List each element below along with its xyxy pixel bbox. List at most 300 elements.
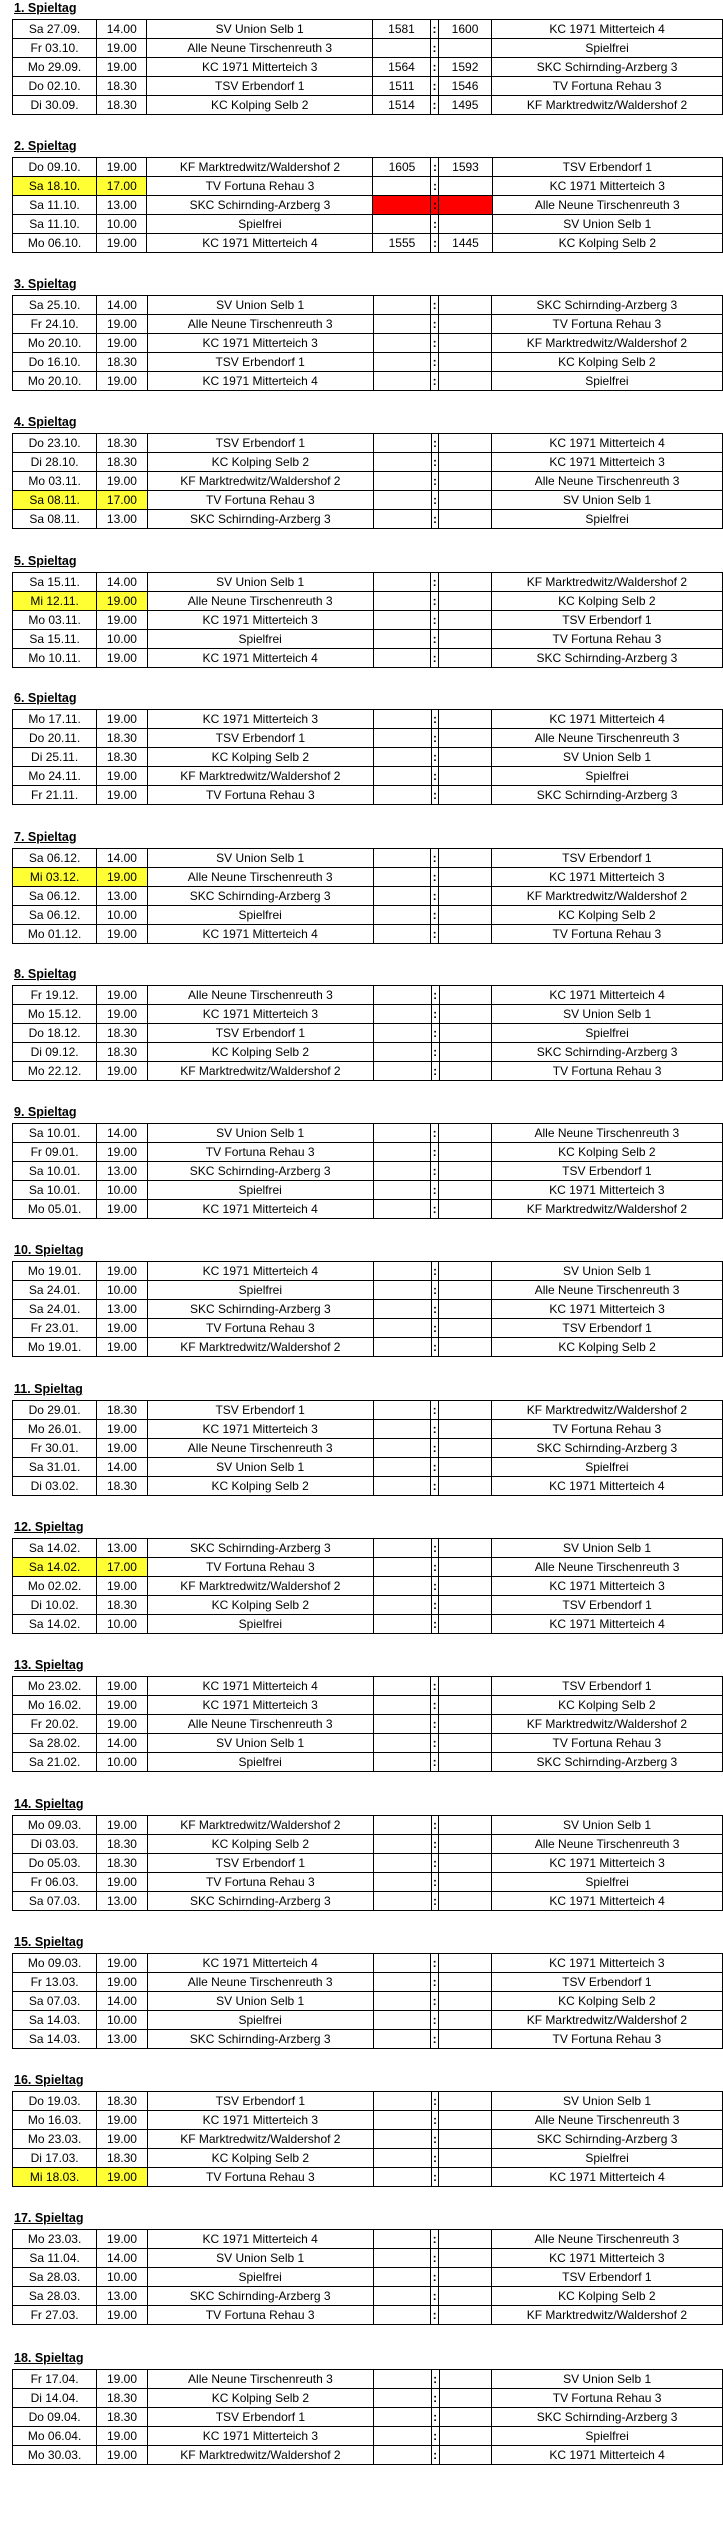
home-team: KC Kolping Selb 2 [147,1835,373,1854]
match-time: 18.30 [97,77,147,96]
match-time: 19.00 [97,1677,147,1696]
score-separator: : [431,1062,439,1081]
home-team: TSV Erbendorf 1 [147,434,373,453]
table-row [13,234,723,253]
home-pins [374,748,432,767]
table-row [13,491,723,510]
home-team: SV Union Selb 1 [147,1734,373,1753]
away-pins [439,2011,492,2030]
table-row [13,1401,723,1420]
match-date: Sa 10.01. [13,1162,97,1181]
home-pins [374,2427,432,2446]
away-pins [439,1024,492,1043]
away-pins [439,2168,492,2187]
round-title: 8. Spieltag [14,967,77,981]
round-table [12,295,723,391]
score-separator: : [431,1854,439,1873]
away-pins [439,767,492,786]
home-team: TSV Erbendorf 1 [147,2092,373,2111]
match-time: 18.30 [97,353,147,372]
match-date: Mo 26.01. [13,1420,97,1439]
home-team: Spielfrei [147,1615,373,1634]
home-team: TSV Erbendorf 1 [147,1024,373,1043]
away-pins [439,1124,492,1143]
table-row [13,1420,723,1439]
match-time: 18.30 [97,1401,147,1420]
table-row [13,986,723,1005]
round-title: 15. Spieltag [14,1935,84,1949]
score-separator: : [431,729,439,748]
table-row [13,472,723,491]
away-pins [439,1043,492,1062]
home-pins [374,1319,432,1338]
table-row [13,1024,723,1043]
away-pins [439,2230,492,2249]
home-pins [373,1696,431,1715]
home-team: SV Union Selb 1 [147,20,373,39]
away-team: KC 1971 Mitterteich 3 [492,453,723,472]
match-date: Di 14.04. [13,2389,97,2408]
away-team: TV Fortuna Rehau 3 [491,630,722,649]
match-date: Sa 25.10. [13,296,97,315]
away-team: KF Marktredwitz/Waldershof 2 [492,96,723,115]
match-time: 18.30 [97,2092,147,2111]
away-team: KC 1971 Mitterteich 4 [492,2168,723,2187]
home-pins [373,1162,431,1181]
home-pins: 1511 [372,77,430,96]
home-pins [372,39,430,58]
away-team: SV Union Selb 1 [492,1005,723,1024]
score-separator: : [431,2130,439,2149]
home-pins [374,2130,432,2149]
table-row [13,353,723,372]
home-team: Alle Neune Tirschenreuth 3 [147,39,373,58]
round-table [12,2369,723,2465]
away-pins: 1546 [438,77,491,96]
score-separator: : [431,767,439,786]
table-row [13,1281,723,1300]
table-row [13,453,723,472]
match-date: Do 05.03. [13,1854,97,1873]
home-team: Alle Neune Tirschenreuth 3 [147,1715,373,1734]
match-date: Mo 03.11. [13,611,97,630]
table-row [13,611,723,630]
match-date: Mo 20.10. [13,372,97,391]
table-row [13,1143,723,1162]
score-separator: : [431,2230,439,2249]
match-time: 18.30 [97,748,147,767]
table-row [13,748,723,767]
away-pins [439,434,492,453]
round-table [12,572,723,668]
home-pins [373,1143,431,1162]
match-date: Sa 14.02. [13,1558,97,1577]
away-pins [439,2389,492,2408]
match-date: Do 09.04. [13,2408,97,2427]
home-team: SKC Schirnding-Arzberg 3 [147,1539,373,1558]
match-date: Do 20.11. [13,729,97,748]
away-team: SKC Schirnding-Arzberg 3 [492,2408,723,2427]
away-pins [439,472,492,491]
home-pins [374,1892,432,1911]
table-row [13,2011,723,2030]
home-team: SV Union Selb 1 [147,1124,373,1143]
home-pins [373,849,431,868]
match-time: 17.00 [97,491,147,510]
match-date: Sa 06.12. [13,906,97,925]
home-team: SV Union Selb 1 [147,296,373,315]
home-pins [374,1577,432,1596]
table-row [13,1615,723,1634]
home-pins [374,434,432,453]
away-pins [439,1458,492,1477]
home-pins [374,2092,432,2111]
away-team: KF Marktredwitz/Waldershof 2 [491,2306,722,2325]
score-separator: : [431,592,439,611]
home-pins [373,2030,431,2049]
match-time: 18.30 [97,96,147,115]
match-time: 19.00 [97,2111,147,2130]
home-team: SV Union Selb 1 [147,2249,373,2268]
match-time: 19.00 [97,1338,147,1357]
table-row [13,1181,723,1200]
match-time: 19.00 [97,786,147,805]
score-separator: : [431,2149,439,2168]
away-pins [439,215,492,234]
away-team: SV Union Selb 1 [492,215,722,234]
match-time: 13.00 [97,2287,148,2306]
away-pins [439,1973,492,1992]
table-row [13,177,723,196]
round-title: 16. Spieltag [14,2073,84,2087]
match-time: 19.00 [97,472,147,491]
match-date: Mo 17.11. [13,710,97,729]
score-separator: : [431,334,439,353]
home-team: SKC Schirnding-Arzberg 3 [147,2287,373,2306]
table-row [13,2268,723,2287]
match-time: 19.00 [97,592,147,611]
round-table [12,1123,723,1219]
home-pins [373,1677,431,1696]
away-pins [438,39,491,58]
home-team: KF Marktredwitz/Waldershof 2 [147,2130,373,2149]
match-date: Sa 07.03. [13,1892,97,1911]
home-pins [374,2446,432,2465]
match-date: Di 03.02. [13,1477,97,1496]
home-pins [373,1973,431,1992]
home-pins: 1605 [373,158,431,177]
round-table [12,2091,723,2187]
score-separator: : [431,1596,439,1615]
away-pins [439,1715,492,1734]
round-title: 13. Spieltag [14,1658,84,1672]
match-time: 13.00 [97,887,147,906]
table-row [13,1992,723,2011]
table-row [13,2370,723,2389]
match-time: 19.00 [97,710,147,729]
match-date: Sa 15.11. [13,630,97,649]
away-pins [439,1162,492,1181]
match-date: Sa 11.10. [13,196,97,215]
match-date: Mo 09.03. [13,1954,97,1973]
away-team: SKC Schirnding-Arzberg 3 [492,786,723,805]
home-pins: 1555 [373,234,431,253]
away-team: KC 1971 Mitterteich 3 [492,1854,723,1873]
home-pins [374,453,432,472]
match-time: 19.00 [97,649,147,668]
home-team: KF Marktredwitz/Waldershof 2 [147,1816,373,1835]
score-separator: : [431,1181,439,1200]
away-pins [439,986,492,1005]
table-row [13,1477,723,1496]
match-time: 19.00 [97,2306,148,2325]
score-separator: : [431,611,439,630]
away-team: KC 1971 Mitterteich 3 [491,1954,722,1973]
match-time: 19.00 [97,1062,148,1081]
home-pins [374,1558,432,1577]
table-row [13,77,723,96]
match-time: 19.00 [97,868,147,887]
score-separator: : [431,1200,439,1219]
home-team: SV Union Selb 1 [147,849,373,868]
away-team: SV Union Selb 1 [492,748,723,767]
table-row [13,1539,723,1558]
score-separator: : [431,1338,439,1357]
match-date: Fr 27.03. [13,2306,97,2325]
home-pins [373,372,431,391]
match-time: 10.00 [97,1281,147,1300]
home-team: Spielfrei [147,1281,373,1300]
table-row [13,196,723,215]
match-date: Mi 12.11. [13,592,97,611]
score-separator: : [431,1715,439,1734]
away-team: Alle Neune Tirschenreuth 3 [492,729,723,748]
round-title: 11. Spieltag [14,1382,83,1396]
away-pins [439,611,492,630]
round-title: 14. Spieltag [14,1797,84,1811]
match-time: 19.00 [97,2168,147,2187]
away-pins [439,1439,492,1458]
home-pins [373,296,431,315]
match-date: Sa 14.03. [13,2011,97,2030]
away-team: KC Kolping Selb 2 [492,234,722,253]
match-time: 19.00 [97,1973,147,1992]
match-time: 18.30 [97,1835,147,1854]
table-row [13,510,723,529]
away-team: Spielfrei [492,2427,723,2446]
round-table [12,1538,723,1634]
away-pins [439,1615,492,1634]
table-row [13,786,723,805]
round-table [12,1815,723,1911]
home-team: TSV Erbendorf 1 [147,2408,373,2427]
home-pins [374,1873,432,1892]
away-team: TSV Erbendorf 1 [492,1319,723,1338]
match-date: Sa 18.10. [13,177,97,196]
round-title: 18. Spieltag [14,2351,84,2365]
match-date: Di 10.02. [13,1596,97,1615]
match-time: 18.30 [97,2149,147,2168]
match-date: Sa 14.03. [13,2030,97,2049]
match-time: 19.00 [97,234,147,253]
match-time: 10.00 [97,906,147,925]
score-separator: : [431,234,439,253]
home-team: TSV Erbendorf 1 [147,353,373,372]
match-time: 18.30 [97,434,147,453]
home-team: Alle Neune Tirschenreuth 3 [147,868,373,887]
home-team: KC 1971 Mitterteich 4 [147,1262,373,1281]
away-pins [439,1734,492,1753]
home-team: TV Fortuna Rehau 3 [147,2168,373,2187]
table-row [13,2408,723,2427]
away-team: TV Fortuna Rehau 3 [492,77,723,96]
match-time: 19.00 [97,1200,148,1219]
round-table [12,1400,723,1496]
table-row [13,2168,723,2187]
round-table [12,985,723,1081]
match-time: 19.00 [97,2230,148,2249]
away-team: KC Kolping Selb 2 [491,1992,722,2011]
away-team: Spielfrei [492,1873,723,1892]
away-pins [439,1539,492,1558]
match-date: Mo 03.11. [13,472,97,491]
table-row [13,1973,723,1992]
home-team: SV Union Selb 1 [147,573,373,592]
score-separator: : [431,1615,439,1634]
away-team: Spielfrei [492,2149,723,2168]
home-pins [374,767,432,786]
home-pins [373,868,431,887]
match-date: Mo 06.10. [13,234,97,253]
home-pins [374,1854,432,1873]
match-date: Sa 24.01. [13,1281,97,1300]
match-date: Fr 06.03. [13,1873,97,1892]
match-time: 19.00 [97,315,147,334]
score-separator: : [431,2092,439,2111]
table-row [13,1734,723,1753]
score-separator: : [431,2249,439,2268]
away-team: SKC Schirnding-Arzberg 3 [492,1043,723,1062]
table-row [13,20,723,39]
match-date: Do 16.10. [13,353,97,372]
away-pins [439,2130,492,2149]
score-separator: : [431,2446,439,2465]
away-pins [439,296,492,315]
away-pins [439,315,492,334]
away-team: KC 1971 Mitterteich 3 [491,868,722,887]
away-team: KC 1971 Mitterteich 4 [492,434,723,453]
match-date: Do 09.10. [13,158,97,177]
match-date: Fr 03.10. [13,39,97,58]
away-pins [439,1892,492,1911]
match-date: Fr 30.01. [13,1439,97,1458]
match-time: 17.00 [97,177,147,196]
match-time: 19.00 [97,1439,147,1458]
away-pins [439,925,492,944]
away-pins [439,868,492,887]
score-separator: : [431,748,439,767]
match-time: 10.00 [97,215,147,234]
match-date: Mo 10.11. [13,649,97,668]
home-pins [373,1734,431,1753]
away-pins: 1600 [438,20,491,39]
round-table [12,157,723,253]
score-separator: : [431,2389,439,2408]
home-team: SKC Schirnding-Arzberg 3 [147,2030,373,2049]
match-date: Sa 28.03. [13,2268,97,2287]
home-pins: 1581 [372,20,430,39]
table-row [13,334,723,353]
home-team: KC 1971 Mitterteich 3 [147,710,373,729]
away-team: KF Marktredwitz/Waldershof 2 [491,573,722,592]
match-date: Mo 20.10. [13,334,97,353]
home-pins [373,196,431,215]
home-team: Spielfrei [147,1753,373,1772]
table-row [13,1005,723,1024]
match-time: 19.00 [97,1577,147,1596]
away-team: KC 1971 Mitterteich 4 [491,1477,722,1496]
score-separator: : [431,215,439,234]
away-team: KC Kolping Selb 2 [491,1696,722,1715]
table-row [13,1596,723,1615]
home-team: KC 1971 Mitterteich 4 [147,1954,373,1973]
away-team: TV Fortuna Rehau 3 [491,2030,722,2049]
away-team: TSV Erbendorf 1 [492,1596,723,1615]
away-pins [439,1319,492,1338]
match-time: 19.00 [97,767,147,786]
table-row [13,215,723,234]
away-pins [439,710,492,729]
home-pins [373,1715,431,1734]
match-date: Di 03.03. [13,1835,97,1854]
home-pins [373,2011,431,2030]
away-team: KC 1971 Mitterteich 4 [492,1615,723,1634]
home-team: SKC Schirnding-Arzberg 3 [147,1300,373,1319]
table-row [13,1677,723,1696]
home-pins [373,649,431,668]
away-team: KC Kolping Selb 2 [492,1338,723,1357]
score-separator: : [431,1992,439,2011]
away-team: TV Fortuna Rehau 3 [491,315,722,334]
home-pins [373,2268,431,2287]
score-separator: : [431,925,439,944]
away-team: Alle Neune Tirschenreuth 3 [492,196,722,215]
away-pins [439,649,492,668]
home-team: Spielfrei [147,1181,373,1200]
match-time: 19.00 [97,1816,147,1835]
home-pins [374,786,432,805]
match-time: 10.00 [97,630,147,649]
score-separator: : [431,1734,439,1753]
away-team: SV Union Selb 1 [492,1262,723,1281]
home-pins [373,573,431,592]
away-pins: 1445 [439,234,492,253]
table-row [13,1162,723,1181]
round-title: 3. Spieltag [14,277,77,291]
round-title: 17. Spieltag [14,2211,84,2225]
away-pins [439,2287,492,2306]
match-date: Mo 09.03. [13,1816,97,1835]
home-team: KC 1971 Mitterteich 3 [147,2427,373,2446]
match-date: Sa 24.01. [13,1300,97,1319]
away-pins [439,2268,492,2287]
table-row [13,729,723,748]
score-separator: : [431,986,439,1005]
home-team: KC 1971 Mitterteich 4 [147,2230,373,2249]
away-team: KF Marktredwitz/Waldershof 2 [491,887,722,906]
home-team: KC 1971 Mitterteich 4 [147,372,373,391]
match-date: Fr 09.01. [13,1143,97,1162]
